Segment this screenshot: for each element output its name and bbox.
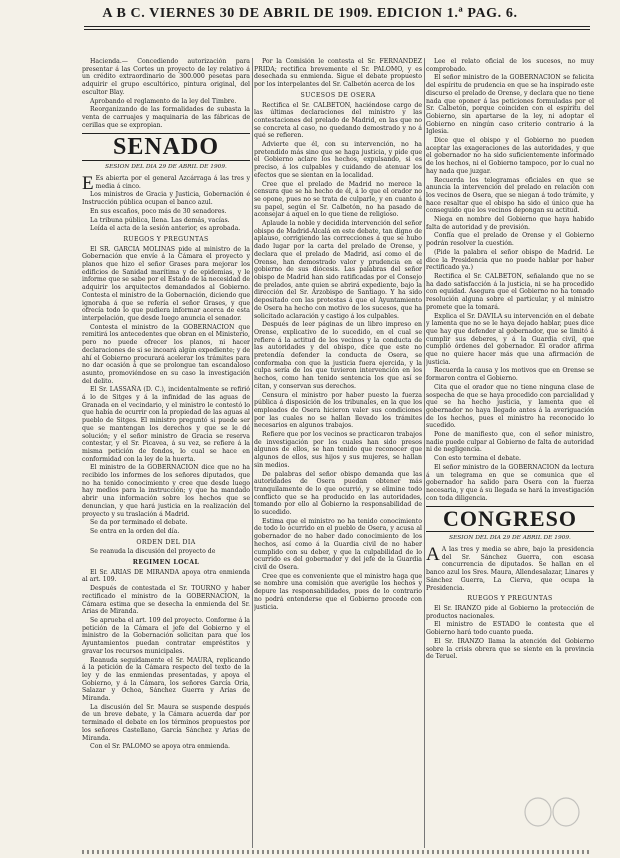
paragraph: Aplaude la noble y decidida intervención del señor obispo de Madrid-Alcalá en este debate, tan digno de aplauso, corrigiendo las correcciones á que se hubo dado lugar por la carta del prelado de Orense, y declara que el prelado de Madrid, así como el de Orense, han demostrado valor y prudencia en el gobierno de sus diócesis. Las palabras del señor obispo de Madrid han sido ratificadas por el Consejo de prelados, ante quien se abrirá expediente, bajo la dirección del Sr. Arzobispo de Santiago. Y ha sido depositado con las protestas á que el Ayuntamiento de Osera ha hecho con motivo de los sucesos, que ha solicitado aclaración y castigo á los culpables.: [254, 220, 422, 320]
congreso-heading: CONGRESO: [426, 506, 594, 532]
paragraph: Cita que el orador que no tiene ninguna clase de sospecha de que se haya procedido con parcialidad y que se ha hecho justicia, y lamenta que el gobernador no haya llegado antes á la averiguación de los hechos, pues el ministro ha reconocido lo sucedido.: [426, 383, 594, 430]
paragraph: El ministro de ESTADO le contesta que el Gobierno hará todo cuanto pueda.: [426, 621, 594, 637]
paragraph: Recuerda la causa y los motivos que en Orense se formaron contra el Gobierno.: [426, 367, 594, 383]
paragraph: La tribuna pública, llena. Las demás, vacías.: [90, 216, 230, 224]
paragraph: De palabras del señor obispo demanda que las autoridades de Osera puedan obtener más tranquilamente de lo que ocurrió, y se elimine todo conflicto que se ha producido en las autoridades, tomando por ello al Gobierno la responsabilidad de lo sucedido.: [254, 470, 422, 517]
paragraph: (Pide la palabra el señor obispo de Madrid. Le dice la Presidencia que no puede hablar por haber rectificado ya.): [426, 248, 594, 272]
paragraph: Censura el ministro por haber puesto la fuerza pública á disposición de los tribunales, en la que los empleados de Osera hicieron valer sus condiciones por las cuales no se hallan llevado los trámites necesarios en algunos trabajos.: [254, 391, 422, 430]
paragraph: El SR. GARCIA MOLINAS pide al ministro de la Gobernación que envíe á la Cámara el proyecto y planos que hizo el señor Grases para mejorar los edificios de Sanidad marítima y de epidemias, y le informe que se sabe por el Estado de la necesidad de adquirir los arquitectos demandados al Gobierno. Contesta el ministro de la Gobernación, diciendo que ignoraba á que se refería el señor Grases, y que ofrecía todo lo que pudiera informar acerca de esta interpelación, que desde luego anuncia el senador.: [82, 245, 250, 322]
senado-opening: [82, 173, 250, 195]
paragraph: Rectifica el Sr. CALBETON, haciéndose cargo de las últimas declaraciones del ministro y las contestaciones del prelado de Madrid, en las que no se concreta al caso, no quedando demostrado y no á qué se refieren.: [254, 101, 422, 140]
paragraph: Reorganizando de las formalidades de subasta la venta de carruajes y maquinaria de las fábricas de cerillas que se expropian.: [82, 106, 250, 129]
header-text: A B C. VIERNES 30 DE ABRIL DE 1909. EDICION 1.ª PAG. 6.: [102, 6, 518, 21]
dropcap: E: [82, 173, 94, 195]
paragraph: Se reanuda la discusión del proyecto de: [90, 548, 216, 556]
paragraph: Niega en nombre del Gobierno que haya habido falta de autoridad y de previsión.: [426, 216, 594, 231]
paragraph: Aprobando el reglamento de la ley del Timbre.: [90, 97, 237, 105]
paragraph: Confía que el prelado de Orense y el Gobierno podrán resolver la cuestión.: [426, 232, 594, 248]
congreso-opening-text: A las tres y media se abre, bajo la presidencia del Sr. Sánchez Guerra, con escasa concurrencia de diputados. Se hallan en el banco azul los Sres. Maura, Allendesalazar, Linares y Sánchez Guerra, La Cierva, que ocupa la Presidencia.: [426, 546, 594, 592]
section-heading: ORDEN DEL DIA: [136, 538, 196, 546]
column-2: [254, 58, 422, 848]
senado-opening-text: Es abierta por el general Azcárraga á las tres y media á cinco.: [95, 175, 250, 190]
paragraph: El Sr. IRANZO llama la atención del Gobierno sobre la crisis obrera que se siente en la provincia de Teruel.: [426, 637, 594, 661]
paragraph: Contesta el ministro de la GOBERNACION que remitirá los antecedentes que obran en el Ministerio, pero no puede ofrecer los planos, ni hacer declaraciones de si se incoará algún expediente; y de ahí el Gobierno procurará acelerar los trámites para no dar ocasión á que se prolongue tan escandaloso asunto, promoviéndose en su caso la investigación del delito.: [82, 323, 250, 385]
paragraph: Rectifica el Sr. CALBETON, señalando que no se ha dado satisfacción á la justicia, ni se ha procedido con equidad. Asegura que el Gobierno no ha tomado resolución alguna sobre el particular, y el ministro promete que la tomará.: [426, 272, 594, 311]
section-heading: RUEGOS Y PREGUNTAS: [467, 595, 553, 603]
paragraph: El Sr. IRANZO pide al Gobierno la protección de productos nacionales.: [426, 605, 594, 620]
paragraph: Leída el acta de la sesión anterior, es aprobada.: [90, 225, 241, 233]
dropcap: A: [426, 544, 440, 566]
paragraph: Recuerda los telegramas oficiales en que se anuncia la intervención del prelado en relación con los vecinos de Osera, que se niegan á todo trámite, y hace resaltar que el obispo ha sido el único que ha conseguido que los vecinos depongan su actitud.: [426, 176, 594, 215]
paragraph: Se aprueba el art. 109 del proyecto. Conforme á la petición de la Cámara el jefe del Gobierno y el ministro de la Gobernación solicitan para que los Ayuntamientos puedan contratar empréstitos y gravar los recursos municipales.: [82, 617, 250, 655]
section-heading: SUCESOS DE OSERA: [300, 91, 376, 99]
header-rule-bottom: [84, 29, 590, 30]
section-heading: RUEGOS Y PREGUNTAS: [123, 235, 209, 243]
paragraph: El Sr. LASSAÑA (D. C.), incidentalmente se refirió á lo de Sitges y á la infinidad de las aguas de Granada en el vecindario, y el ministro le contestó lo que había de ocurrir con la propiedad de las aguas al pueblo de Sitges. El ministro preguntó si puede ser que se mantengan los derechos y que se le dé solución; y el señor ministro de Gracia se reserva contestar, y el Sr. Picavea, á su vez, se refiere á la misma petición de fondos, lo cual se hace en conformidad con la ley de la huerta.: [82, 386, 250, 463]
congreso-session-date: SESION DEL DIA 29 DE ABRIL DE 1909.: [449, 535, 571, 542]
senado-heading: SENADO: [82, 133, 250, 161]
paragraph: Refiere que por los vecinos se practicaron trabajos de investigación por los cuales han sido presos algunos de ellos, se han tenido que reconocer que algunos de ellos, sus hijos y sus mujeres, se hallan sin medios.: [254, 431, 422, 469]
page-header: [0, 6, 620, 22]
paragraph: Explica el Sr. DAVILA su intervención en el debate y lamenta que no se le haya dejado hablar, pues dice que hay que defender al gobernador, que se limitó á cumplir sus deberes, y á la Guardia civil, que cumplió órdenes del gobernador. El orador afirma que no quiere hacer más que una afirmación de justicia.: [426, 312, 594, 366]
paragraph: Hacienda.— Concediendo autorización para presentar á las Cortes un proyecto de ley relativo á un crédito extraordinario de 300.000 pesetas para adquirir el grupo escultórico, pintura original, del escultor Blay.: [82, 58, 250, 96]
paragraph: En sus escaños, poco más de 30 senadores.: [90, 207, 227, 215]
paragraph: Los ministros de Gracia y Justicia, Gobernación é Instrucción pública ocupan el banco azul.: [82, 191, 250, 207]
paragraph: El señor ministro de la GOBERNACION da lectura á un telegrama en que se comunica que el gobernador ha salido para Osera con la fuerza necesaria, y que á su llegada se hará la investigación con toda diligencia.: [426, 463, 594, 502]
paragraph: Se da por terminado el debate.: [90, 519, 188, 527]
paragraph: Después de contestada el Sr. TOURNO y haber rectificado el ministro de la GOBERNACION, la Cámara estima que se desecha la enmienda del Sr. Arias de Miranda.: [82, 585, 250, 616]
section-heading: REGIMEN LOCAL: [132, 559, 200, 567]
paragraph: Pone de manifiesto que, con el señor ministro, nadie puede culpar al Gobierno de falta de autoridad ni de negligencia.: [426, 431, 594, 454]
paragraph: Dice que el obispo y el Gobierno no pueden aceptar las exageraciones de las autoridades, y que el gobernador no ha sido suficientemente informado de los hechos, ni el Gobierno tampoco, por lo cual no hay nada que juzgar.: [426, 137, 594, 175]
paragraph: Con el Sr. PALOMO se apoya otra enmienda.: [90, 743, 230, 751]
column-divider: [252, 58, 253, 848]
paragraph: Cree que es conveniente que el ministro haga que se nombre una comisión que averigüe los hechos y depure las responsabilidades, pues de lo contrario no podrá entenderse que el Gobierno procede con justicia.: [254, 572, 422, 611]
paragraph: El Sr. ARIAS DE MIRANDA apoya otra enmienda al art. 109.: [82, 568, 250, 584]
paragraph: Estima que el ministro no ha tenido conocimiento de todo lo ocurrido en el pueblo de Osera, y acusa al gobernador de no haber dado conocimiento de los hechos, así como á la Guardia civil de no haber cumplido con su deber, y que la culpabilidad de lo ocurrido es del gobernador y del jefe de la Guardia civil de Osera.: [254, 517, 422, 571]
paragraph: El señor ministro de la GOBERNACION se felicita del espíritu de prudencia en que se ha inspirado este discurso el prelado de Orense, y declara que no tiene nada que oponer á las peticiones formuladas por el Sr. Calbetón, porque coinciden con el espíritu del Gobierno, sin apartarse de la ley, ni adoptar el Gobierno en ningún caso criterio contrario á la Iglesia.: [426, 74, 594, 136]
paragraph: El ministro de la GOBERNACION dice que no ha recibido los informes de los señores diputados, que no ha tenido conocimiento y cree que desde luego hay medios para la instrucción; y que ha mandado abrir una información sobre los hechos que se denuncian, y que hará justicia en la realización del proyecto y su traslación á Madrid.: [82, 464, 250, 518]
column-divider: [424, 58, 425, 848]
column-1: [82, 58, 250, 848]
senado-session-date: SESION DEL DIA 29 DE ABRIL DE 1909.: [105, 164, 227, 171]
paragraph: Con esto termina el debate.: [434, 455, 522, 463]
header-rule-top: [84, 26, 590, 27]
bottom-edge-strip: [82, 850, 592, 854]
congreso-opening: [426, 546, 594, 592]
paragraph: Después de leer páginas de un libro impreso en Orense, explicativo de lo sucedido, en el cual se refiere á la actitud de los vecinos y la conducta de las autoridades y del obispo, dice que este no pretendía defender la conducta de Osera, se conformaba con que la justicia fuera ejercida, y la culpa sería de los que tuvieron intervención en los hechos, como han tenido sentencia los que así se citan, y conservan sus derechos.: [254, 321, 422, 390]
paragraph: La discusión del Sr. Maura se suspende después de un breve debate, y la Cámara acuerda dar por terminado el debate en los términos propuestos por los señores Castellano, García Sánchez y Arias de Miranda.: [82, 703, 250, 742]
column-3: [426, 58, 594, 848]
paragraph: Advierte que él, con su intervención, no ha pretendido más sino que se haga justicia, y pide que el Gobierno aclare los hechos, expulsando, si es preciso, á los culpables y cuidando de atenuar los efectos que se sientan en la localidad.: [254, 141, 422, 179]
paragraph: Cree que el prelado de Madrid no merece la censura que se ha hecho de él, á lo que el orador no se opone, pues no se trata de culparle, y en cuanto á su papel, según el Sr. Calbetón, no ha pasado de aconsejar á aquel en lo que tiene de religioso.: [254, 180, 422, 219]
paragraph: Lee el relato oficial de los sucesos, no muy comprobado.: [426, 58, 594, 73]
paragraph: Por la Comisión le contesta el Sr. FERNANDEZ PRIDA; rectifica brevemente el Sr. PALOMO, y es desechada su enmienda. Sigue el debate propuesto por los interpelantes del Sr. Calbetón acerca de los: [254, 58, 422, 89]
paragraph: Se entra en la orden del día.: [90, 527, 180, 535]
paragraph: Reanuda seguidamente el Sr. MAURA, replicando á la petición de la Cámara respecto del texto de la ley y de las enmiendas presentadas, y apoya el Gobierno, y á la Cámara, los señores García Oria, Salazar y Ochoa, Sánchez Guerra y Arias de Miranda.: [82, 656, 250, 703]
